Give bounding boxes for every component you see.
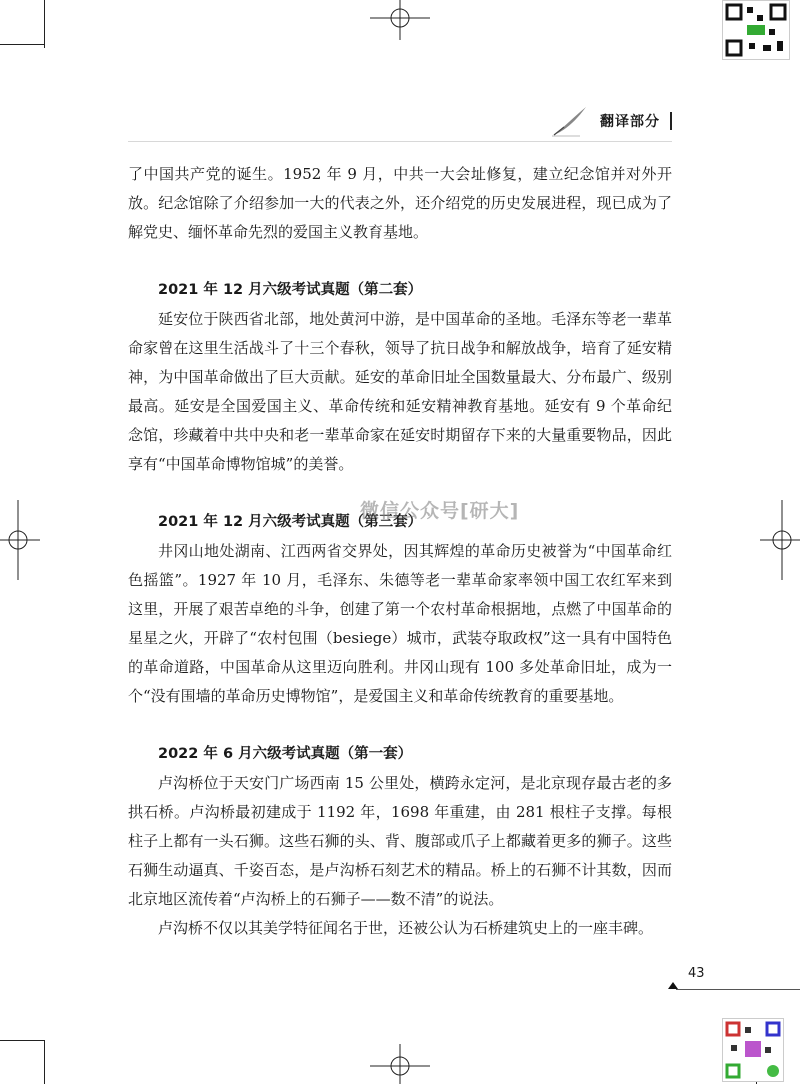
page-number: 43 — [688, 966, 705, 981]
registration-mark-left — [0, 500, 40, 580]
paragraph: 卢沟桥不仅以其美学特征闻名于世，还被公认为石桥建筑史上的一座丰碑。 — [158, 919, 654, 937]
crop-mark — [0, 44, 44, 45]
crop-mark — [0, 1040, 44, 1041]
paragraph: 延安位于陕西省北部，地处黄河中游，是中国革命的圣地。毛泽东等老一辈革命家曾在这里生活战斗了十三个春秋，领导了抗日战争和解放战争，培育了延安精神，为中国革命做出了巨大贡献。延安的革命旧址全国数量最大、分布最广、级别最高。延安是全国爱国主义、革命传统和延安精神教育基地。延安有 9 个革命纪念馆，珍藏着中共中央和老一辈革命家在延安时期留存下来的大量重要物品，因此享有“中国革命博物馆城”的美誉。 — [128, 310, 672, 473]
paragraph: 卢沟桥位于天安门广场西南 15 公里处，横跨永定河，是北京现存最古老的多拱石桥。卢沟桥最初建成于 1192 年，1698 年重建，由 281 根柱子支撑。每根柱子上都有一头石狮。这些石狮的头、背、腹部或爪子上都藏着更多的狮子。这些石狮生动逼真、千姿百态，是卢沟桥石刻艺术的精品。桥上的石狮不计其数，因而北京地区流传着“卢沟桥上的石狮子——数不清”的说法。 — [128, 774, 672, 908]
paragraph: 井冈山地处湖南、江西两省交界处，因其辉煌的革命历史被誉为“中国革命红色摇篮”。1927 年 10 月，毛泽东、朱德等老一辈革命家率领中国工农红军来到这里，开展了艰苦卓绝的斗争，创建了第一个农村革命根据地，点燃了中国革命的星星之火，开辟了“农村包围（besiege）城市，武装夺取政权”这一具有中国特色的革命道路，中国革命从这里迈向胜利。井冈山现有 100 多处革命旧址，成为一个“没有围墙的革命历史博物馆”，是爱国主义和革命传统教育的重要基地。 — [128, 542, 672, 705]
registration-mark-top — [370, 0, 430, 40]
qr-code-bottom-right — [722, 1018, 784, 1082]
paragraph: 了中国共产党的诞生。1952 年 9 月，中共一大会址修复，建立纪念馆并对外开放。纪念馆除了介绍参加一大的代表之外，还介绍党的历史发展进程，现已成为了解党史、缅怀革命先烈的爱国主义教育基地。 — [128, 165, 672, 241]
qr-code-top-right — [722, 0, 790, 60]
section-title: 2022 年 6 月六级考试真题（第一套） — [158, 746, 413, 762]
section-header-title: 翻译部分 — [600, 114, 660, 130]
header-divider — [670, 112, 672, 130]
section-title: 2021 年 12 月六级考试真题（第三套） — [158, 514, 423, 530]
watermark: 微信公众号[研大] — [360, 500, 520, 522]
running-header — [550, 104, 672, 138]
footer-rule — [676, 989, 800, 990]
page-content — [128, 160, 672, 943]
quill-icon — [550, 105, 590, 137]
crop-mark — [44, 0, 45, 48]
crop-mark — [44, 1040, 45, 1084]
registration-mark-bottom — [370, 1044, 430, 1084]
header-rule — [128, 141, 672, 142]
section-title: 2021 年 12 月六级考试真题（第二套） — [158, 282, 423, 298]
registration-mark-right — [760, 500, 800, 580]
triangle-icon — [668, 982, 678, 989]
